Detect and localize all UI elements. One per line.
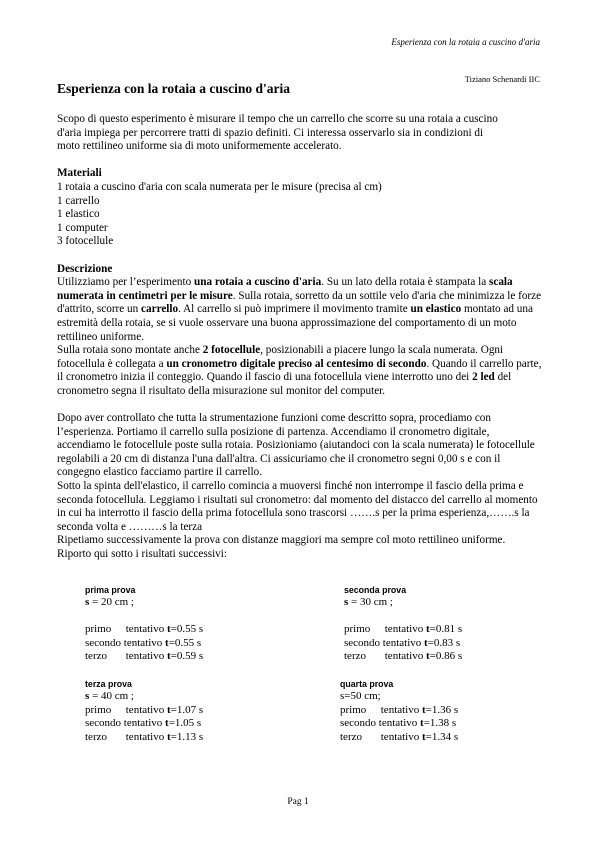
intro-line-3: moto rettilineo uniforme sia di moto uniformemente accelerato. [57,140,342,153]
description-paragraph-2: Sulla rotaia sono montate anche 2 fotocellule, posizionabili a piacere lungo la scala numerata. Ogni fotocellula è collegata a un cronometro digitale preciso al centesimo di secondo. Quando il carrello parte, il cronometro inizia il conteggio. Quando il fascio di una fotocellula viene interrotto uno dei 2 led del cronometro segna il risultato della misurazione sul monitor del computer. [57,344,542,397]
materials-item: 1 rotaia a cuscino d'aria con scala numerata per le misure (precisa al cm) [57,180,382,193]
intro-line-2: d'aria impiega per percorrere tratti di spazio definiti. Ci interessa osservarlo sia in condizioni di [57,126,484,139]
trial-row: primo tentativo t=1.07 s [85,703,204,716]
trial-row: primo tentativo t=0.81 s [344,623,463,636]
results-paragraph: Sotto la spinta dell'elastico, il carrello comincia a muoversi finché non interrompe il fascio della prima e seconda fotocellula. Leggiamo i risultati sul cronometro: dal momento del distacco del carrello al momento in cui ha interrotto il fascio della prima fotocellula sono trascorsi …….s per la prima esperienza,…….s la seconda volta e ………s la terza [57,480,538,533]
trial-block [344,584,544,664]
document-body [57,113,543,562]
trial-row: secondo tentativo t=1.05 s [85,717,202,729]
trial-name: quarta prova [340,679,394,689]
trial-distance: s = 30 cm ; [344,596,393,608]
page-title: Esperienza con la rotaia a cuscino d'aria [57,81,290,96]
trial-block [85,584,285,664]
materials-item: 1 elastico [57,208,100,221]
trial-distance: s=50 cm; [340,690,381,702]
materials-item: 1 computer [57,221,108,234]
materials-item: 1 carrello [57,194,100,207]
intro-line-1: Scopo di questo esperimento è misurare il tempo che un carrello che scorre su una rotaia a cuscino [57,113,498,125]
trial-row: terzo tentativo t=1.34 s [340,730,459,743]
trial-block [85,678,285,744]
trial-distance: s = 20 cm ; [85,596,134,608]
trial-block [340,678,540,744]
trial-row: secondo tentativo t=0.55 s [85,636,202,649]
description-heading: Descrizione [57,262,113,275]
trial-distance: s = 40 cm ; [85,690,134,702]
trial-row: terzo tentativo t=0.59 s [85,650,204,663]
page-number: Pag 1 [287,797,309,807]
trial-row: secondo tentativo t=0.83 s [344,636,461,649]
trial-row: terzo tentativo t=1.13 s [85,730,204,743]
materials-heading: Materiali [57,167,102,180]
author: Tiziano Schenardi IIC [464,74,540,84]
repeat-paragraph: Ripetiamo successivamente la prova con distanze maggiori ma sempre col moto rettilineo uniforme. [57,534,506,547]
trial-name: seconda prova [344,585,407,595]
trial-row: primo tentativo t=0.55 s [85,623,204,636]
trial-name: prima prova [85,585,136,595]
running-header: Esperienza con la rotaia a cuscino d'aria [391,37,540,47]
trial-name: terza prova [85,679,132,689]
report-intro: Riporto qui sotto i risultati successivi: [57,548,227,560]
materials-item: 3 fotocellule [57,235,114,248]
description-paragraph-1: Utilizziamo per l’esperimento una rotaia a cuscino d'aria. Su un lato della rotaia è stampata la scala numerata in centimetri per le misure. Sulla rotaia, sorretto da un sottile velo d'aria che minimizza le forze d'attrito, scorre un carrello. Al carrello si può imprimere il movimento tramite un elastico montato ad una estremità della rotaia, se si vuole osservare una buona approssimazione del comportamento di un moto rettilineo uniforme. [57,276,542,343]
procedure-paragraph: Dopo aver controllato che tutta la strumentazione funzioni come descritto sopra, procediamo con l’esperienza. Portiamo il carrello sulla posizione di partenza. Accendiamo il cronometro digitale, accendiamo le fotocellule poste sulla rotaia. Posizioniamo (aiutandoci con la scala numerata) le fotocellule regolabili a 20 cm di distanza l'una dall'altra. Ci assicuriamo che il cronometro segni 0,00 s e con il congegno elastico facciamo partire il carrello. [57,412,535,479]
trial-row: secondo tentativo t=1.38 s [340,717,457,729]
trial-row: primo tentativo t=1.36 s [340,703,459,716]
trial-row: terzo tentativo t=0.86 s [344,650,463,663]
